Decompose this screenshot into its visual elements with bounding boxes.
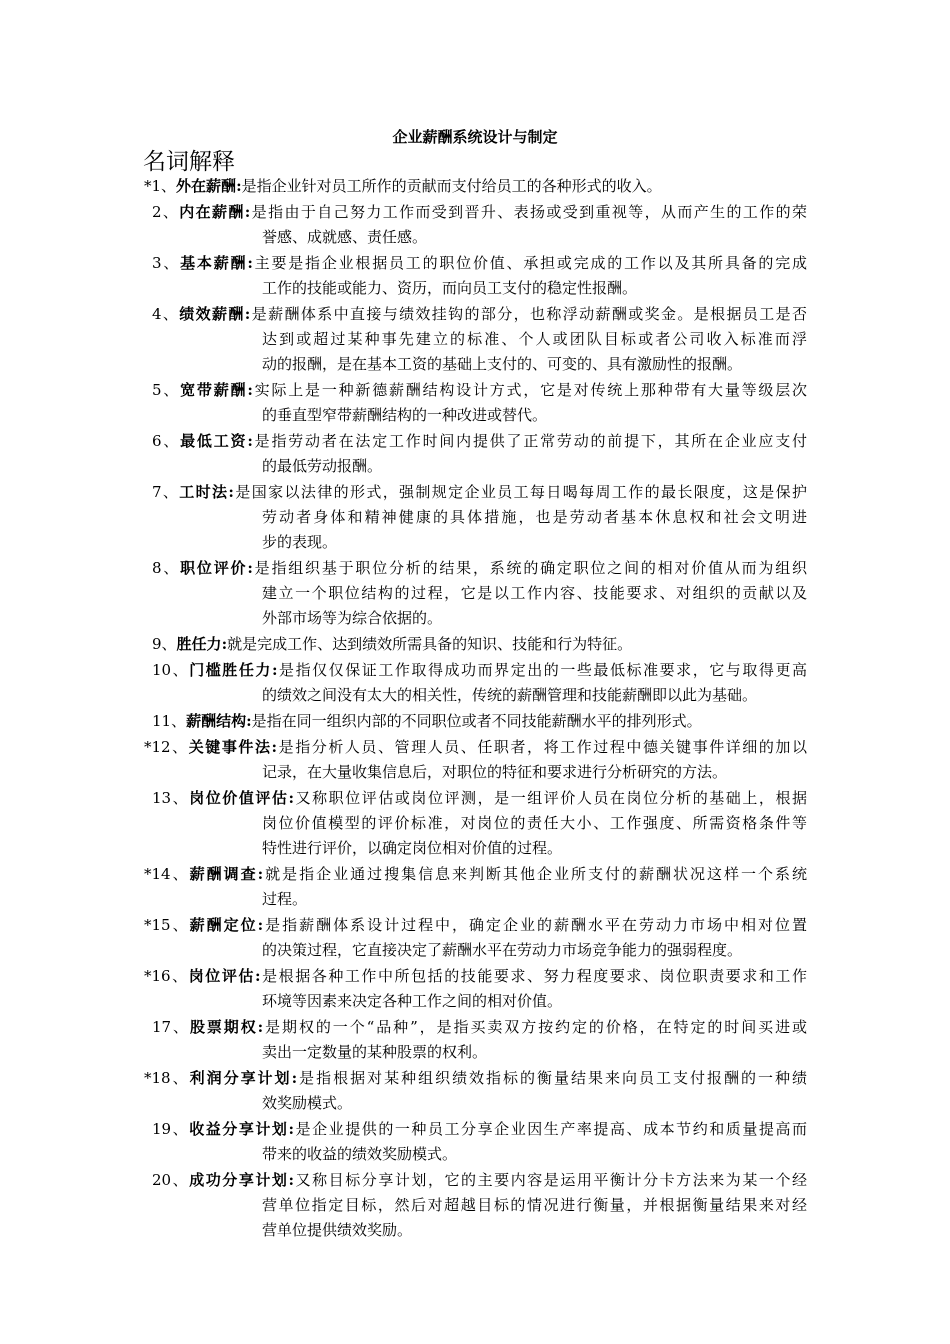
entry-first-line <box>152 378 807 403</box>
entry-continuation-line: 的决策过程，它直接决定了薪酬水平在劳动力市场竞争能力的强弱程度。 <box>262 941 743 959</box>
glossary-entry <box>0 658 950 708</box>
entry-first-line <box>144 735 807 760</box>
entry-term: 利润分享计划 <box>189 1069 292 1087</box>
entry-first-line <box>152 786 807 811</box>
glossary-entry <box>0 429 950 479</box>
entry-term: 收益分享计划 <box>189 1120 289 1138</box>
entry-continuation-line: 外部市场等为综合依据的。 <box>262 609 443 627</box>
entry-number: *12、 <box>144 738 189 756</box>
entry-separator: : <box>257 865 264 883</box>
entry-continuation-line: 效奖励模式。 <box>262 1094 353 1112</box>
entry-separator: : <box>246 712 252 730</box>
glossary-entry <box>0 964 950 1014</box>
entry-term: 职位评价 <box>180 559 248 577</box>
entry-continuation-line: 特性进行评价，以确定岗位相对价值的过程。 <box>262 839 563 857</box>
entry-term: 工时法 <box>179 483 229 501</box>
entry-number: 19、 <box>152 1120 190 1138</box>
entry-continuation-line: 岗位价值模型的评价标准，对岗位的责任大小、工作强度、所需资格条件等 <box>262 814 807 832</box>
entry-first-line <box>152 1015 807 1040</box>
entry-first-line <box>144 913 807 938</box>
glossary-entry <box>0 735 950 785</box>
entry-separator: : <box>221 635 228 653</box>
entry-continuation-line: 达到或超过某种事先建立的标准、个人或团队目标或者公司收入标准而浮 <box>262 330 807 348</box>
entry-term: 关键事件法 <box>188 738 272 756</box>
glossary-entry <box>0 862 950 912</box>
entry-number: 13、 <box>152 789 190 807</box>
entry-separator: : <box>244 203 251 221</box>
entry-first-line <box>152 302 807 327</box>
entry-number: 17、 <box>152 1018 190 1036</box>
entry-definition-text: 是指根据对某种组织绩效指标的衡量结果来向员工支付报酬的一种绩 <box>297 1069 807 1087</box>
entry-first-line <box>152 632 807 657</box>
entry-term: 宽带薪酬 <box>180 381 248 399</box>
entry-definition-text: 实际上是一种新德薪酬结构设计方式，它是对传统上那种带有大量等级层次 <box>252 381 807 399</box>
glossary-entry <box>0 1015 950 1065</box>
entry-first-line <box>152 200 807 225</box>
entry-number: 7、 <box>152 483 180 501</box>
entry-separator: : <box>288 1120 295 1138</box>
entry-separator: : <box>271 661 278 679</box>
entry-definition-text: 是指仅仅保证工作取得成功而界定出的一些最低标准要求，它与取得更高 <box>277 661 807 679</box>
glossary-entry <box>0 632 950 657</box>
entry-first-line <box>152 1117 807 1142</box>
glossary-entry <box>0 200 950 250</box>
entry-separator: : <box>257 1018 264 1036</box>
entry-first-line <box>144 174 807 199</box>
entry-definition-text: 是指分析人员、管理人员、任职者，将工作过程中德关键事件详细的加以 <box>277 738 807 756</box>
entry-term: 最低工资 <box>180 432 248 450</box>
entry-continuation-line: 步的表现。 <box>262 533 338 551</box>
entry-separator: : <box>254 967 261 985</box>
entry-term: 外在薪酬 <box>176 177 237 195</box>
entry-term: 股票期权 <box>189 1018 258 1036</box>
entry-number: *18、 <box>144 1069 190 1087</box>
glossary-entry <box>0 709 950 734</box>
entry-continuation-line: 的垂直型窄带薪酬结构的一种改进或替代。 <box>262 406 548 424</box>
entry-definition-text: 就是指企业通过搜集信息来判断其他企业所支付的薪酬状况这样一个系统 <box>263 865 807 883</box>
entry-number: 8、 <box>152 559 181 577</box>
glossary-entry <box>0 913 950 963</box>
document-title: 企业薪酬系统设计与制定 <box>392 128 558 146</box>
glossary-entry <box>0 480 950 555</box>
entry-number: *1、 <box>144 177 177 195</box>
entry-separator: : <box>247 432 253 450</box>
entry-separator: : <box>288 1171 295 1189</box>
entry-term: 薪酬结构 <box>186 712 247 730</box>
entry-definition-text: 是国家以法律的形式，强制规定企业员工每日喝每周工作的最长限度，这是保护 <box>233 483 807 501</box>
entry-continuation-line: 营单位指定目标，然后对超越目标的情况进行衡量，并根据衡量结果来对经 <box>262 1196 807 1214</box>
entry-first-line <box>144 964 807 989</box>
entry-number: 5、 <box>152 381 181 399</box>
glossary-entry <box>0 1168 950 1243</box>
entry-number: 6、 <box>152 432 181 450</box>
entry-number: *14、 <box>144 865 190 883</box>
glossary-entry <box>0 302 950 377</box>
entry-definition-text: 是指由于自己努力工作而受到晋升、表扬或受到重视等，从而产生的工作的荣 <box>250 203 807 221</box>
entry-separator: : <box>236 177 242 195</box>
entry-continuation-line: 工作的技能或能力、资历，而向员工支付的稳定性报酬。 <box>262 279 638 297</box>
entry-first-line <box>152 658 807 683</box>
entry-continuation-line: 过程。 <box>262 890 308 908</box>
entry-continuation-line: 建立一个职位结构的过程，它是以工作内容、技能要求、对组织的贡献以及 <box>262 584 807 602</box>
entry-number: *15、 <box>144 916 190 934</box>
entry-continuation-line: 卖出一定数量的某种股票的权利。 <box>262 1043 488 1061</box>
entry-continuation-line: 环境等因素来决定各种工作之间的相对价值。 <box>262 992 563 1010</box>
entry-term: 成功分享计划 <box>189 1171 289 1189</box>
entry-continuation-line: 誉感、成就感、责任感。 <box>262 228 428 246</box>
entry-term: 薪酬定位 <box>189 916 258 934</box>
entry-definition-text: 是企业提供的一种员工分享企业因生产率提高、成本节约和质量提高而 <box>294 1120 807 1138</box>
entry-number: *16、 <box>144 967 189 985</box>
entry-number: 10、 <box>152 661 190 679</box>
entry-number: 4、 <box>152 305 180 323</box>
entry-term: 薪酬调查 <box>189 865 258 883</box>
entry-first-line <box>152 480 807 505</box>
entry-number: 3、 <box>152 254 181 272</box>
entry-term: 内在薪酬 <box>179 203 245 221</box>
entry-definition-text: 是指劳动者在法定工作时间内提供了正常劳动的前提下，其所在企业应支付 <box>252 432 807 450</box>
entry-number: 9、 <box>152 635 177 653</box>
entry-first-line <box>144 1066 807 1091</box>
entry-definition-text: 是薪酬体系中直接与绩效挂钩的部分，也称浮动薪酬或奖金。是根据员工是否 <box>250 305 807 323</box>
entry-term: 基本薪酬 <box>180 254 248 272</box>
entry-number: 11、 <box>152 712 187 730</box>
glossary-entry <box>0 786 950 861</box>
entry-first-line <box>152 251 807 276</box>
entry-continuation-line: 劳动者身体和精神健康的具体措施，也是劳动者基本休息权和社会文明进 <box>262 508 807 526</box>
entry-separator: : <box>244 305 251 323</box>
entry-separator: : <box>288 789 295 807</box>
entry-separator: : <box>247 254 253 272</box>
entry-continuation-line: 带来的收益的绩效奖励模式。 <box>262 1145 458 1163</box>
entry-continuation-line: 的最低劳动报酬。 <box>262 457 383 475</box>
glossary-entry <box>0 556 950 631</box>
entry-term: 门槛胜任力 <box>189 661 272 679</box>
entry-separator: : <box>228 483 234 501</box>
entry-definition-text: 又称职位评估或岗位评测，是一组评价人员在岗位分析的基础上，根据 <box>294 789 807 807</box>
entry-separator: : <box>291 1069 298 1087</box>
entry-separator: : <box>247 381 253 399</box>
entry-definition-text: 是指薪酬体系设计过程中，确定企业的薪酬水平在劳动力市场中相对位置 <box>263 916 807 934</box>
entry-first-line <box>152 709 807 734</box>
entry-first-line <box>152 1168 807 1193</box>
entry-term: 岗位价值评估 <box>189 789 289 807</box>
glossary-entry <box>0 378 950 428</box>
entry-definition-text: 主要是指企业根据员工的职位价值、承担或完成的工作以及其所具备的完成 <box>252 254 807 272</box>
section-heading: 名词解释 <box>143 149 235 175</box>
glossary-entry <box>0 251 950 301</box>
entry-first-line <box>152 556 807 581</box>
entry-definition-text: 是根据各种工作中所包括的技能要求、努力程度要求、岗位职责要求和工作 <box>260 967 807 985</box>
entry-continuation-line: 动的报酬，是在基本工资的基础上支付的、可变的、具有激励性的报酬。 <box>262 355 743 373</box>
glossary-entry <box>0 1117 950 1167</box>
entry-continuation-line: 的绩效之间没有太大的相关性，传统的薪酬管理和技能薪酬即以此为基础。 <box>262 686 758 704</box>
entry-definition-text: 就是完成工作、达到绩效所需具备的知识、技能和行为特征。 <box>227 635 633 653</box>
glossary-list <box>0 174 950 1244</box>
entry-term: 绩效薪酬 <box>179 305 245 323</box>
entry-definition-text: 是期权的一个“品种”，是指买卖双方按约定的价格，在特定的时间买进或 <box>263 1018 807 1036</box>
entry-continuation-line: 营单位提供绩效奖励。 <box>262 1221 413 1239</box>
entry-definition-text: 又称目标分享计划，它的主要内容是运用平衡计分卡方法来为某一个经 <box>294 1171 807 1189</box>
glossary-entry <box>0 174 950 199</box>
entry-first-line <box>144 862 807 887</box>
entry-term: 胜任力 <box>176 635 222 653</box>
entry-number: 20、 <box>152 1171 190 1189</box>
entry-separator: : <box>271 738 278 756</box>
entry-separator: : <box>247 559 253 577</box>
entry-definition-text: 是指在同一组织内部的不同职位或者不同技能薪酬水平的排列形式。 <box>251 712 702 730</box>
entry-continuation-line: 记录，在大量收集信息后，对职位的特征和要求进行分析研究的方法。 <box>262 763 728 781</box>
entry-definition-text: 是指企业针对员工所作的贡献而支付给员工的各种形式的收入。 <box>241 177 662 195</box>
entry-term: 岗位评估 <box>188 967 255 985</box>
entry-first-line <box>152 429 807 454</box>
glossary-entry <box>0 1066 950 1116</box>
entry-number: 2、 <box>152 203 180 221</box>
entry-definition-text: 是指组织基于职位分析的结果，系统的确定职位之间的相对价值从而为组织 <box>252 559 807 577</box>
entry-separator: : <box>257 916 264 934</box>
